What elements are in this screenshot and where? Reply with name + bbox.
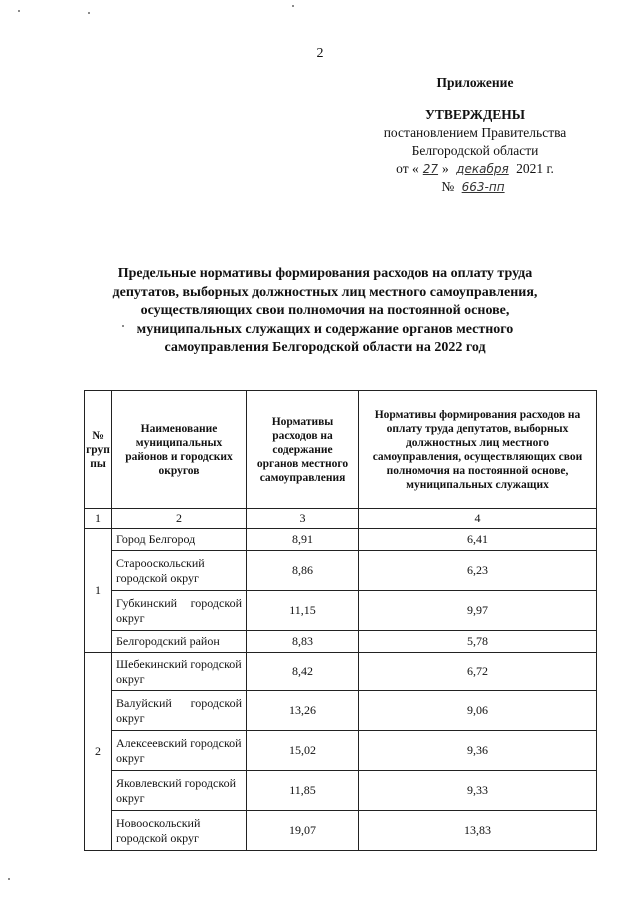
bodies-value: 11,85 xyxy=(247,771,359,811)
salary-value: 9,33 xyxy=(359,771,597,811)
header-name: Наименование муниципальных районов и городских округов xyxy=(112,391,247,509)
salary-value: 6,41 xyxy=(359,529,597,551)
scan-speck xyxy=(8,878,10,880)
page-number: 2 xyxy=(316,46,324,61)
bodies-value: 8,42 xyxy=(247,653,359,691)
column-number: 1 xyxy=(85,509,112,529)
title-line: муниципальных служащих и содержание органов местного xyxy=(136,321,514,337)
table-row xyxy=(85,529,597,551)
municipality-name: Старооскольский городской округ xyxy=(112,551,247,591)
bodies-value: 8,83 xyxy=(247,631,359,653)
norms-table xyxy=(84,390,597,851)
bodies-value: 8,91 xyxy=(247,529,359,551)
header-row xyxy=(85,391,597,509)
salary-value: 9,97 xyxy=(359,591,597,631)
bodies-value: 13,26 xyxy=(247,691,359,731)
title-line: осуществляющих свои полномочия на постоянной основе, xyxy=(140,303,510,318)
table-row xyxy=(85,731,597,771)
bodies-value: 15,02 xyxy=(247,731,359,771)
scan-speck xyxy=(292,5,294,7)
table-row xyxy=(85,591,597,631)
salary-value: 6,72 xyxy=(359,653,597,691)
column-number: 3 xyxy=(247,509,359,529)
approved-label: УТВЕРЖДЕНЫ xyxy=(424,107,526,122)
date-prefix: от « xyxy=(396,161,419,176)
approval-block xyxy=(360,74,590,196)
municipality-name: Губкинский городской округ xyxy=(112,591,247,631)
date-line xyxy=(360,160,590,178)
title-line: Предельные нормативы формирования расходов на оплату труда xyxy=(117,266,533,281)
municipality-name: Белгородский район xyxy=(112,631,247,653)
bodies-value: 19,07 xyxy=(247,811,359,851)
header-salary: Нормативы формирования расходов на оплату труда депутатов, выборных должностных лиц местного самоуправления, осуществляющих свои полномочия на постоянной основе, муниципальных служащих xyxy=(359,391,597,509)
bodies-value: 8,86 xyxy=(247,551,359,591)
salary-value: 13,83 xyxy=(359,811,597,851)
header-bodies: Нормативы расходов на содержание органов местного самоуправления xyxy=(247,391,359,509)
date-day: 27 xyxy=(422,162,439,176)
municipality-name: Новооскольский городской округ xyxy=(112,811,247,851)
column-numbers-row xyxy=(85,509,597,529)
annex-label: Приложение xyxy=(436,75,514,90)
table-row xyxy=(85,551,597,591)
resolution-line: постановлением Правительства xyxy=(383,125,567,140)
table-row xyxy=(85,631,597,653)
salary-value: 9,06 xyxy=(359,691,597,731)
bodies-value: 11,15 xyxy=(247,591,359,631)
group-number-cell: 1 xyxy=(85,529,112,653)
date-mid: » xyxy=(442,161,449,176)
document-title xyxy=(90,265,560,358)
salary-value: 6,23 xyxy=(359,551,597,591)
municipality-name: Алексеевский городской округ xyxy=(112,731,247,771)
municipality-name: Яковлевский городской округ xyxy=(112,771,247,811)
header-group: № груп пы xyxy=(85,391,112,509)
table-row xyxy=(85,653,597,691)
scan-speck xyxy=(88,12,90,14)
scan-speck xyxy=(122,325,124,327)
salary-value: 9,36 xyxy=(359,731,597,771)
table-row xyxy=(85,811,597,851)
salary-value: 5,78 xyxy=(359,631,597,653)
title-line: самоуправления Белгородской области на 2022 год xyxy=(164,340,486,355)
scan-speck xyxy=(18,10,20,12)
number-prefix: № xyxy=(441,179,455,194)
group-number-cell: 2 xyxy=(85,653,112,851)
date-month: декабря xyxy=(456,162,509,176)
title-line: депутатов, выборных должностных лиц местного самоуправления, xyxy=(112,284,538,300)
table-row xyxy=(85,771,597,811)
table-row xyxy=(85,691,597,731)
region-line: Белгородской области xyxy=(411,143,539,158)
column-number: 4 xyxy=(359,509,597,529)
date-year: 2021 г. xyxy=(516,161,554,176)
municipality-name: Город Белгород xyxy=(112,529,247,551)
number-line xyxy=(360,178,590,196)
column-number: 2 xyxy=(112,509,247,529)
municipality-name: Валуйский городской округ xyxy=(112,691,247,731)
number-value: 663-пп xyxy=(461,180,505,194)
municipality-name: Шебекинский городской округ xyxy=(112,653,247,691)
